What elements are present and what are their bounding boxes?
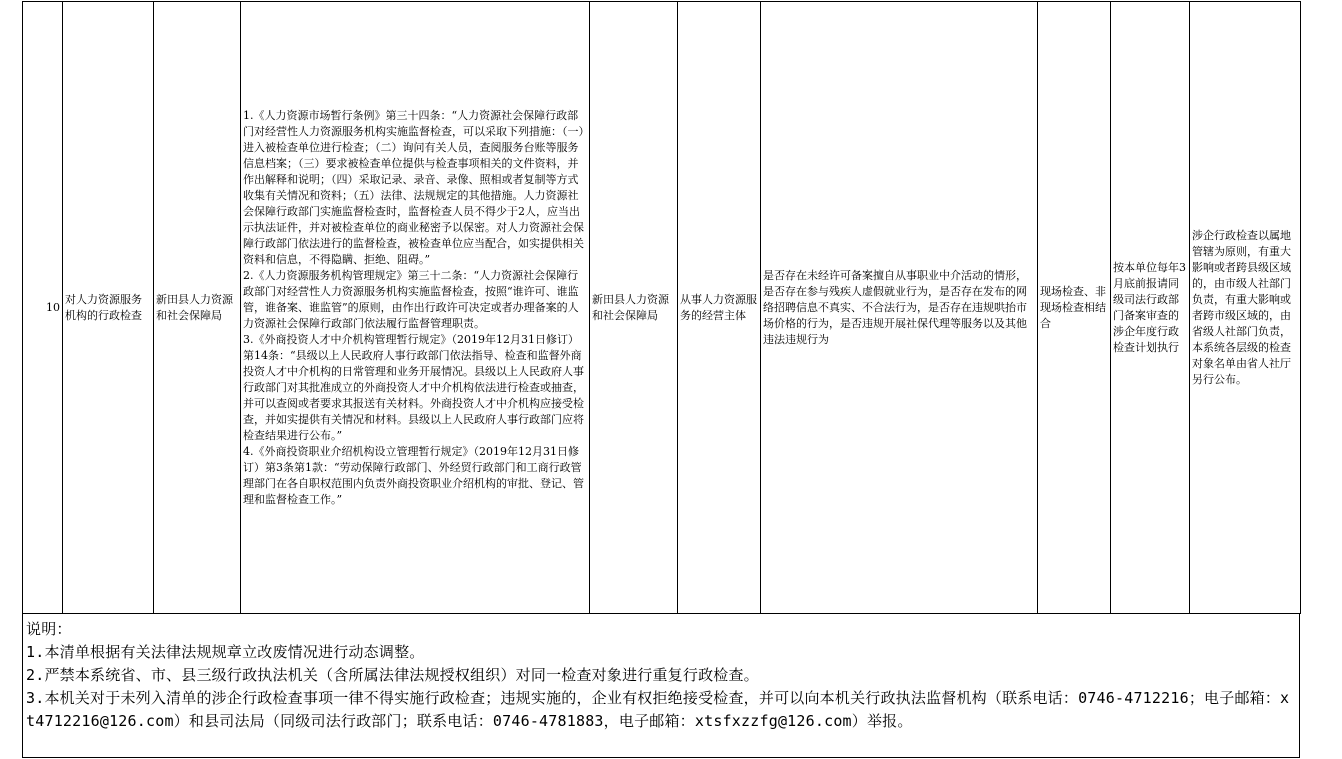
legal-basis-clause: 2.《人力资源服务机构管理规定》第三十二条：“人力资源社会保障行政部门对经营性人力资源服务机构实施监督检查，按照“谁许可、谁监管，谁备案、谁监管”的原则，由作出行政许可决定或者办理备案的人力资源社会保障行政部门依法履行监督管理职责。 (243, 268, 579, 330)
legal-basis-clause: 3.《外商投资人才中介机构管理暂行规定》（2019年12月31日修订）第14条：“县级以上人民政府人事行政部门依法指导、检查和监督外商投资人才中介机构的日常管理和业务开展情况。县级以上人民政府人事行政部门对其批准成立的外商投资人才中介机构依法进行检查或抽查，并可以查阅或者要求其报送有关材料。外商投资人才中介机构应接受检查，并如实提供有关情况和材料。县级以上人民政府人事行政部门应将检查结果进行公布。” (243, 332, 584, 442)
legal-basis-clause: 1.《人力资源市场暂行条例》第三十四条：“人力资源社会保障行政部门对经营性人力资源服务机构实施监督检查，可以采取下列措施：（一）进入被检查单位进行检查；（二）询问有关人员，查阅服务台账等服务信息档案；（三）要求被检查单位提供与检查事项相关的文件资料，并作出解释和说明；（四）采取记录、录音、录像、照相或者复制等方式收集有关情况和资料；（五）法律、法规规定的其他措施。人力资源社会保障行政部门实施监督检查时，监督检查人员不得少于2人，应当出示执法证件，并对被检查单位的商业秘密予以保密。对人力资源社会保障行政部门依法进行的监督检查，被检查单位应当配合，如实提供相关资料和信息，不得隐瞒、拒绝、阻碍。” (243, 108, 584, 266)
inspection-table (22, 1, 1301, 614)
remarks-cell: 涉企行政检查以属地管辖为原则，有重大影响或者跨县级区域的，由市级人社部门负责，有重大影响或者跨市级区域的，由省级人社部门负责，本系统各层级的检查对象名单由省人社厅另行公布。 (1190, 2, 1301, 614)
inspection-item-cell: 对人力资源服务机构的行政检查 (63, 2, 154, 614)
note-line: 2.严禁本系统省、市、县三级行政执法机关（含所属法律法规授权组织）对同一检查对象进行重复行政检查。 (26, 666, 759, 684)
inspection-list-sheet (22, 1, 1300, 758)
row-number: 10 (23, 2, 63, 614)
legal-basis-clause: 4.《外商投资职业介绍机构设立管理暂行规定》（2019年12月31日修订）第3条第1款：“劳动保障行政部门、外经贸行政部门和工商行政管理部门在各自职权范围内负责外商投资职业介绍机构的审批、登记、管理和监督检查工作。” (243, 444, 584, 506)
department-cell: 新田县人力资源和社会保障局 (154, 2, 241, 614)
notes-heading: 说明： (26, 620, 72, 638)
legal-basis-cell (241, 2, 590, 614)
table-row (23, 2, 1301, 614)
inspection-target-cell: 从事人力资源服务的经营主体 (678, 2, 761, 614)
inspection-frequency-cell: 按本单位每年3月底前报请同级司法行政部门备案审查的涉企年度行政检查计划执行 (1111, 2, 1190, 614)
implementer-cell: 新田县人力资源和社会保障局 (590, 2, 678, 614)
inspection-method-cell: 现场检查、非现场检查相结合 (1038, 2, 1111, 614)
notes-section (22, 614, 1300, 758)
inspection-content-cell: 是否存在未经许可备案擅自从事职业中介活动的情形，是否存在参与残疾人虚假就业行为，是否存在发布的网络招聘信息不真实、不合法行为，是否存在违规哄抬市场价格的行为，是否违规开展社保代理等服务以及其他违法违规行为 (761, 2, 1038, 614)
note-line: 3.本机关对于未列入清单的涉企行政检查事项一律不得实施行政检查；违规实施的，企业有权拒绝接受检查，并可以向本机关行政执法监督机构（联系电话：0746-4712216；电子邮箱：xt4712216@126.com）和县司法局（同级司法行政部门；联系电话：0746-4781883，电子邮箱：xtsfxzzfg@126.com）举报。 (26, 689, 1290, 730)
note-line: 1.本清单根据有关法律法规规章立改废情况进行动态调整。 (26, 643, 425, 661)
